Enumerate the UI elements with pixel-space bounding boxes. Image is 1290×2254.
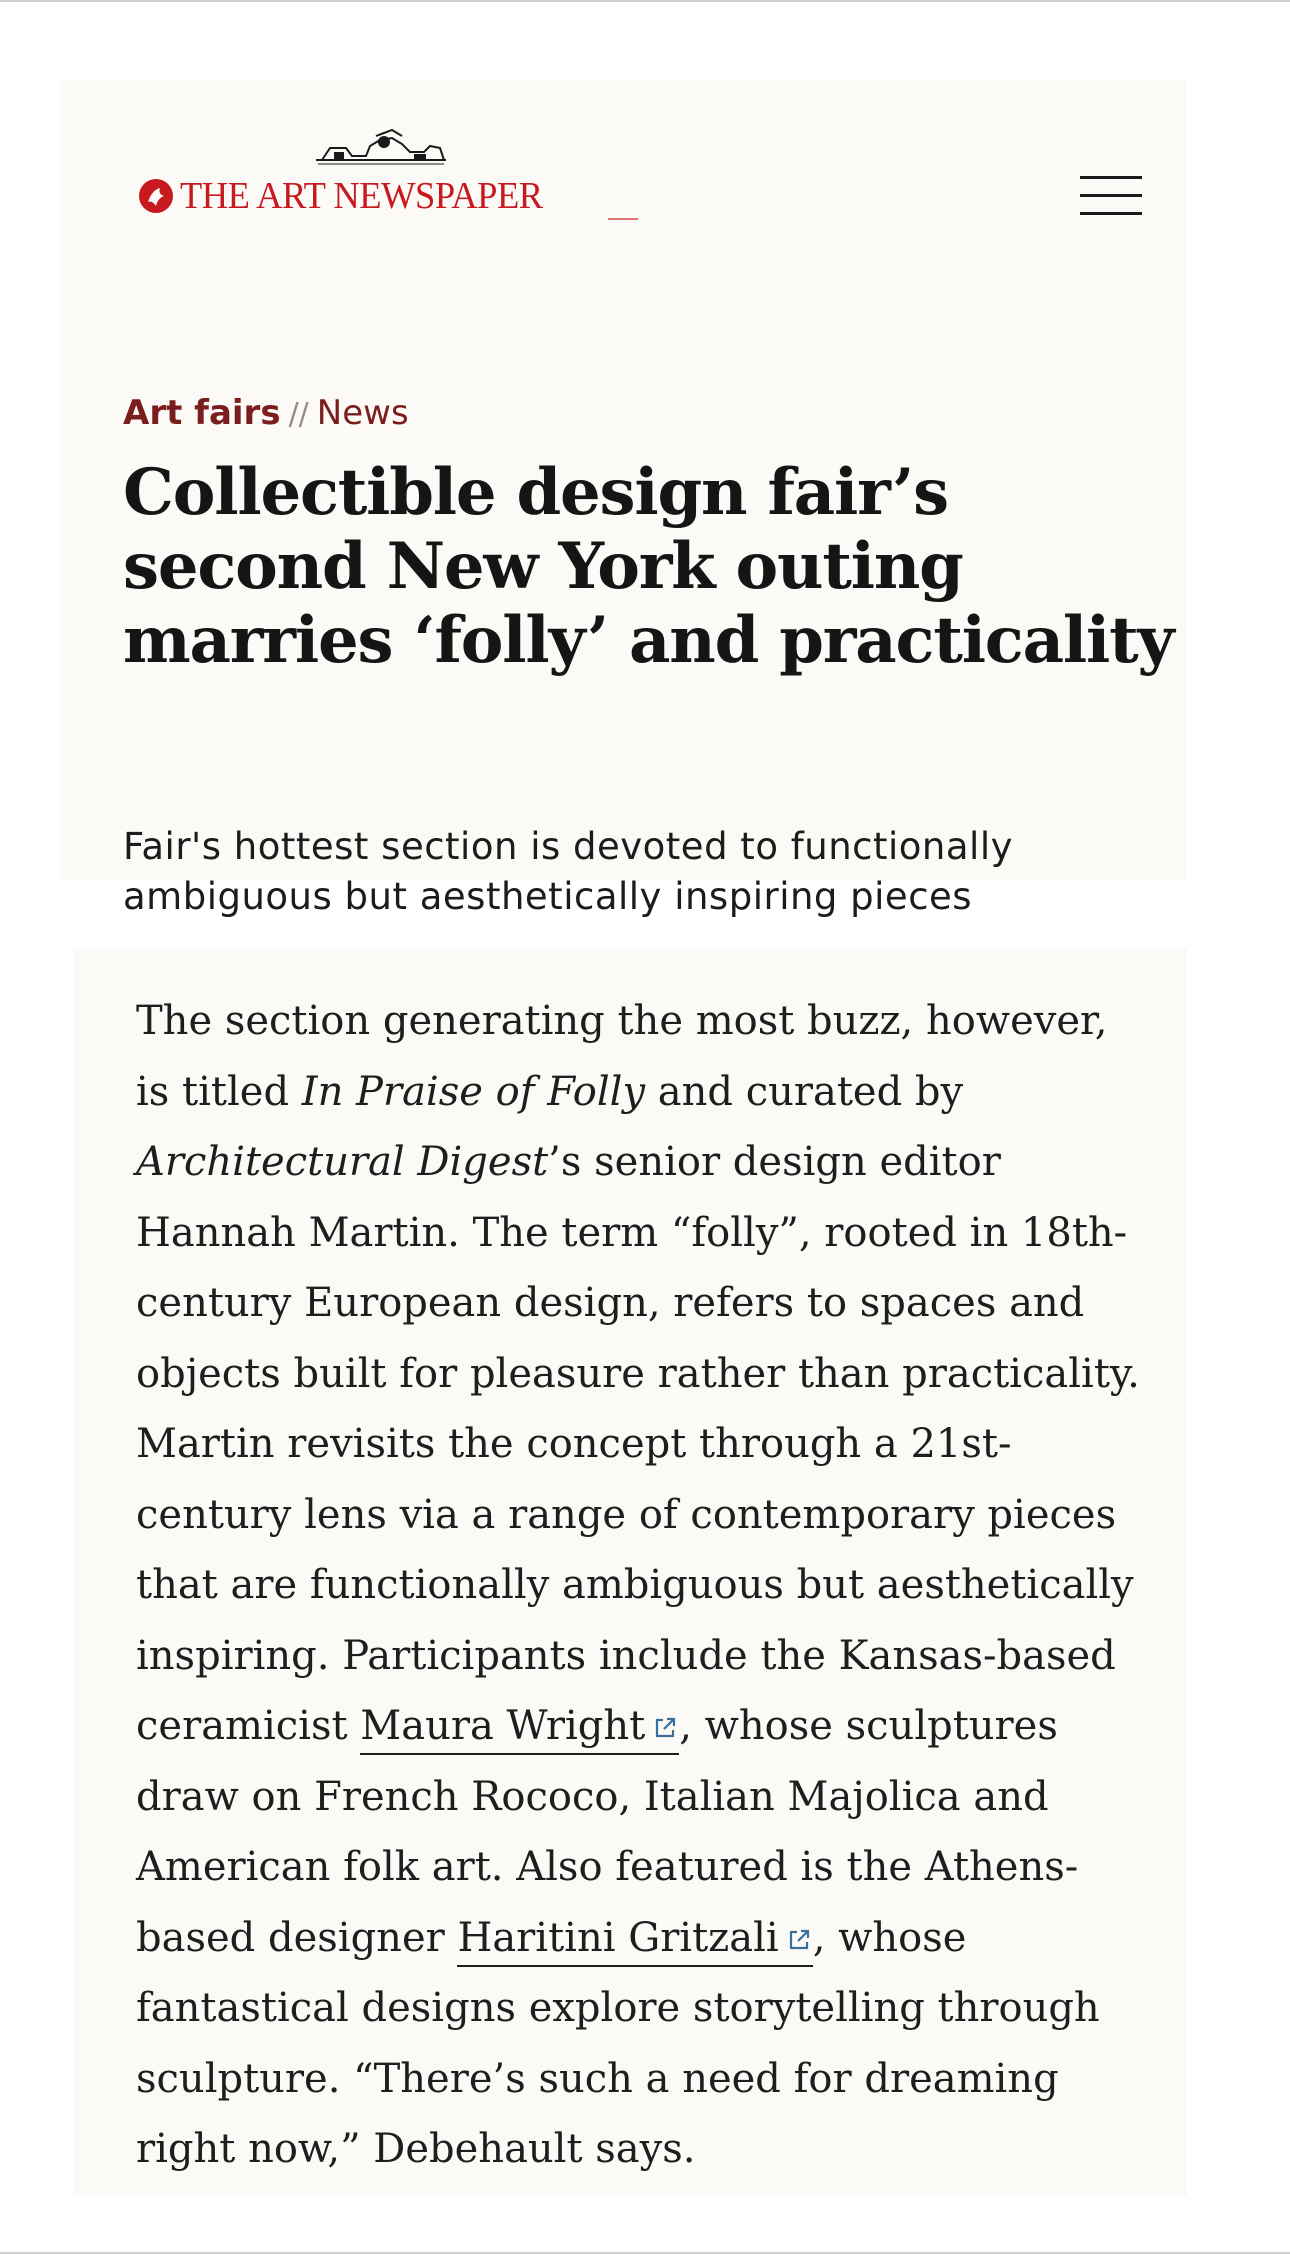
external-link-icon — [651, 1714, 679, 1742]
body-text-segment: and curated by — [645, 1068, 964, 1115]
body-text-segment: , whose fantastical designs explore storytelling through sculpture. “There’s such a need for dreaming right now,” Debehault says. — [136, 1914, 1100, 2172]
site-logo[interactable] — [138, 126, 638, 226]
menu-line-top — [1080, 176, 1142, 179]
brand-underline — [608, 218, 638, 220]
external-link-icon — [785, 1926, 813, 1954]
link-label: Haritini Gritzali — [457, 1914, 779, 1961]
top-divider — [0, 0, 1290, 2]
article-header — [60, 80, 1186, 918]
breadcrumb-type-link[interactable]: News — [316, 393, 409, 433]
body-text-segment: ’s senior design editor Hannah Martin. The term “folly”, rooted in 18th-century European design, refers to spaces and objects built for pleasure rather than practicality. Martin revisits the concept through a 21st-century lens via a range of contemporary pieces that are functionally ambiguous but aesthetically inspiring. Participants include the Kansas-based ceramicist — [136, 1139, 1140, 1749]
body-paragraph — [136, 986, 1146, 2185]
article-standfirst: Fair's hottest section is devoted to functionally ambiguous but aesthetically inspiring pieces — [123, 825, 1013, 918]
article-body — [73, 948, 1187, 2196]
link-label: Maura Wright — [360, 1703, 646, 1749]
haritini-gritzali-link[interactable] — [457, 1915, 812, 1967]
brand-name: THE ART NEWSPAPER — [180, 175, 543, 217]
menu-line-middle — [1080, 194, 1142, 197]
exhibition-title: In Praise of Folly — [301, 1068, 646, 1115]
breadcrumb-separator: // — [288, 397, 309, 432]
breadcrumb-category-link[interactable]: Art fairs — [123, 393, 281, 433]
brand-mark-icon — [138, 178, 174, 214]
publication-title: Architectural Digest — [136, 1139, 549, 1185]
menu-line-bottom — [1080, 212, 1142, 215]
hamburger-menu-icon[interactable] — [1078, 172, 1144, 220]
printing-press-emblem-icon — [306, 126, 456, 168]
breadcrumb — [123, 393, 409, 433]
body-text-segment: The section generating the most buzz, however, is titled — [136, 998, 1108, 1115]
article-headline: Collectible design fair’s second New York outing marries ‘folly’ and practicality — [123, 455, 1174, 678]
maura-wright-link[interactable] — [360, 1703, 679, 1755]
body-text-segment: , whose sculptures draw on French Rococo, Italian Majolica and American folk art. Also featured is the Athens-based designer — [136, 1703, 1079, 1961]
